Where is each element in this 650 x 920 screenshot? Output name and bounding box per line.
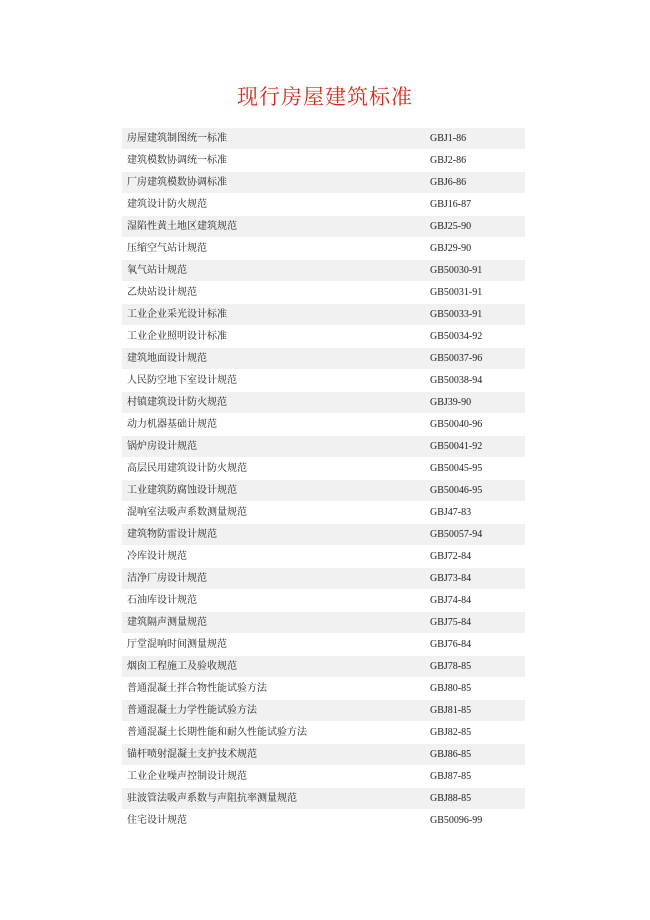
standard-name: 烟囱工程施工及验收规范 bbox=[122, 656, 426, 678]
standard-name: 工业企业采光设计标准 bbox=[122, 304, 426, 326]
table-row bbox=[122, 194, 525, 216]
table-row bbox=[122, 568, 525, 590]
table-row bbox=[122, 458, 525, 480]
standard-code: GB50057-94 bbox=[426, 524, 525, 546]
standard-code: GBJ72-84 bbox=[426, 546, 525, 568]
standard-code: GBJ81-85 bbox=[426, 700, 525, 722]
table-row bbox=[122, 414, 525, 436]
table-row bbox=[122, 216, 525, 238]
standard-name: 洁净厂房设计规范 bbox=[122, 568, 426, 590]
table-row bbox=[122, 810, 525, 832]
standard-name: 建筑地面设计规范 bbox=[122, 348, 426, 370]
standard-code: GBJ29-90 bbox=[426, 238, 525, 260]
table-row bbox=[122, 612, 525, 634]
table-row bbox=[122, 546, 525, 568]
standard-name: 工业企业噪声控制设计规范 bbox=[122, 766, 426, 788]
standard-code: GB50033-91 bbox=[426, 304, 525, 326]
standard-code: GBJ25-90 bbox=[426, 216, 525, 238]
standard-name: 普通混凝土力学性能试验方法 bbox=[122, 700, 426, 722]
standard-name: 厂房建筑模数协调标准 bbox=[122, 172, 426, 194]
table-row bbox=[122, 150, 525, 172]
standard-name: 工业企业照明设计标准 bbox=[122, 326, 426, 348]
table-row bbox=[122, 172, 525, 194]
standard-name: 冷库设计规范 bbox=[122, 546, 426, 568]
standard-code: GB50041-92 bbox=[426, 436, 525, 458]
standard-name: 湿陷性黄土地区建筑规范 bbox=[122, 216, 426, 238]
table-row bbox=[122, 282, 525, 304]
table-row bbox=[122, 480, 525, 502]
standard-code: GBJ88-85 bbox=[426, 788, 525, 810]
standard-code: GB50037-96 bbox=[426, 348, 525, 370]
standard-name: 驻波管法吸声系数与声阻抗率测量规范 bbox=[122, 788, 426, 810]
standard-code: GBJ78-85 bbox=[426, 656, 525, 678]
table-row bbox=[122, 502, 525, 524]
standard-code: GBJ2-86 bbox=[426, 150, 525, 172]
standard-code: GBJ73-84 bbox=[426, 568, 525, 590]
table-row bbox=[122, 722, 525, 744]
standard-name: 住宅设计规范 bbox=[122, 810, 426, 832]
table-row bbox=[122, 348, 525, 370]
table-row bbox=[122, 304, 525, 326]
standard-code: GB50038-94 bbox=[426, 370, 525, 392]
standard-code: GBJ47-83 bbox=[426, 502, 525, 524]
standard-name: 建筑隔声测量规范 bbox=[122, 612, 426, 634]
standard-name: 高层民用建筑设计防火规范 bbox=[122, 458, 426, 480]
table-row bbox=[122, 766, 525, 788]
standard-code: GBJ16-87 bbox=[426, 194, 525, 216]
table-row bbox=[122, 788, 525, 810]
standard-name: 氧气站计规范 bbox=[122, 260, 426, 282]
standard-name: 房屋建筑制图统一标准 bbox=[122, 128, 426, 150]
standard-name: 人民防空地下室设计规范 bbox=[122, 370, 426, 392]
standard-name: 厅堂混响时间测量规范 bbox=[122, 634, 426, 656]
standard-name: 锚杆喷射混凝土支护技术规范 bbox=[122, 744, 426, 766]
standard-name: 混响室法吸声系数测量规范 bbox=[122, 502, 426, 524]
standard-code: GB50040-96 bbox=[426, 414, 525, 436]
table-row bbox=[122, 590, 525, 612]
standard-code: GBJ39-90 bbox=[426, 392, 525, 414]
standard-code: GB50096-99 bbox=[426, 810, 525, 832]
table-row bbox=[122, 370, 525, 392]
standard-name: 乙炔站设计规范 bbox=[122, 282, 426, 304]
standard-code: GB50034-92 bbox=[426, 326, 525, 348]
standards-table-body bbox=[122, 128, 525, 832]
table-row bbox=[122, 678, 525, 700]
standard-code: GBJ87-85 bbox=[426, 766, 525, 788]
standard-code: GB50031-91 bbox=[426, 282, 525, 304]
table-row bbox=[122, 260, 525, 282]
standard-code: GB50045-95 bbox=[426, 458, 525, 480]
table-row bbox=[122, 326, 525, 348]
table-row bbox=[122, 700, 525, 722]
standard-code: GBJ74-84 bbox=[426, 590, 525, 612]
table-row bbox=[122, 392, 525, 414]
standard-name: 建筑模数协调统一标准 bbox=[122, 150, 426, 172]
standard-name: 普通混凝土拌合物性能试验方法 bbox=[122, 678, 426, 700]
table-row bbox=[122, 436, 525, 458]
standard-name: 建筑物防雷设计规范 bbox=[122, 524, 426, 546]
table-row bbox=[122, 524, 525, 546]
standard-code: GB50046-95 bbox=[426, 480, 525, 502]
standard-name: 建筑设计防火规范 bbox=[122, 194, 426, 216]
standard-code: GBJ76-84 bbox=[426, 634, 525, 656]
table-row bbox=[122, 128, 525, 150]
table-row bbox=[122, 238, 525, 260]
standard-code: GBJ75-84 bbox=[426, 612, 525, 634]
table-row bbox=[122, 744, 525, 766]
standard-name: 工业建筑防腐蚀设计规范 bbox=[122, 480, 426, 502]
standard-name: 村镇建筑设计防火规范 bbox=[122, 392, 426, 414]
standard-code: GB50030-91 bbox=[426, 260, 525, 282]
standard-name: 锅炉房设计规范 bbox=[122, 436, 426, 458]
table-row bbox=[122, 656, 525, 678]
standard-code: GBJ6-86 bbox=[426, 172, 525, 194]
page-title: 现行房屋建筑标准 bbox=[237, 85, 413, 109]
standards-table bbox=[122, 128, 525, 832]
standard-code: GBJ80-85 bbox=[426, 678, 525, 700]
standard-name: 石油库设计规范 bbox=[122, 590, 426, 612]
standard-code: GBJ82-85 bbox=[426, 722, 525, 744]
standard-code: GBJ1-86 bbox=[426, 128, 525, 150]
table-row bbox=[122, 634, 525, 656]
standard-name: 压缩空气站计规范 bbox=[122, 238, 426, 260]
standard-name: 动力机器基础计规范 bbox=[122, 414, 426, 436]
standard-code: GBJ86-85 bbox=[426, 744, 525, 766]
standard-name: 普通混凝土长期性能和耐久性能试验方法 bbox=[122, 722, 426, 744]
